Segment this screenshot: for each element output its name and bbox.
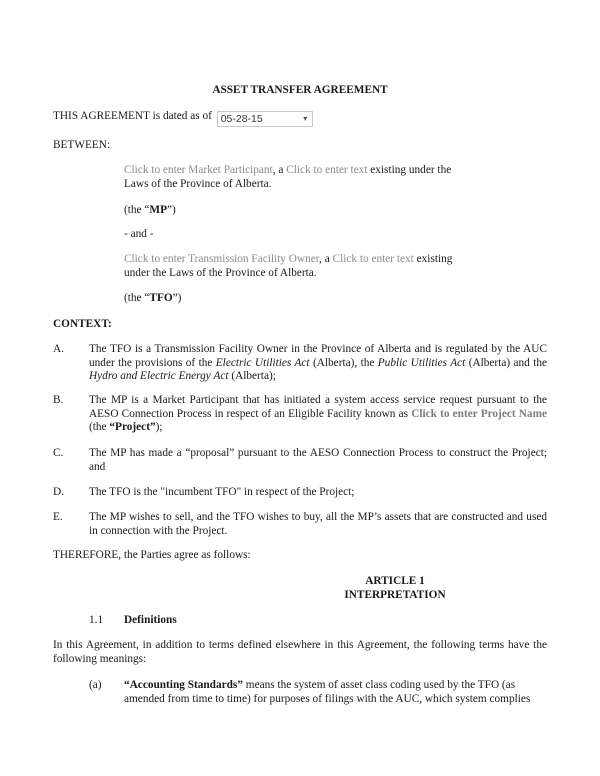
tfo-placeholder[interactable]: Click to enter Transmission Facility Owner	[124, 253, 320, 265]
tfo-defined-term	[124, 292, 181, 306]
section-number: 1.1	[89, 614, 104, 626]
between-label: BETWEEN:	[53, 139, 111, 151]
mp-term: MP	[149, 204, 167, 216]
therefore-clause: THEREFORE, the Parties agree as follows:	[53, 549, 251, 561]
party-mp-line2: Laws of the Province of Alberta.	[124, 177, 272, 190]
definition-a-line2: amended from time to time) for purposes of filings with the AUC, which system complies	[124, 692, 531, 705]
tfo-text-placeholder[interactable]: Click to enter text	[332, 253, 414, 265]
recital-a-p3: (Alberta) and the	[465, 356, 548, 369]
recital-a-p4: (Alberta);	[228, 370, 276, 382]
market-participant-placeholder[interactable]: Click to enter Market Participant	[124, 164, 273, 176]
project-term: “Project”	[109, 421, 156, 433]
mp-defined-term	[124, 204, 176, 218]
definition-a-line1	[124, 679, 547, 693]
recital-c-text: The MP has made a “proposal” pursuant to the AESO Connection Process to construct the Project; and	[89, 447, 547, 473]
party-tfo-line2: under the Laws of the Province of Alberta.	[124, 266, 317, 279]
recital-e-text: The MP wishes to sell, and the TFO wishes to buy, all the MP’s assets that are constructed and used in connection with the Project.	[89, 511, 547, 537]
date-prefix: THIS AGREEMENT is dated as of	[53, 110, 212, 122]
recital-a-text	[89, 343, 547, 384]
tfo-defined-close: ”)	[172, 292, 182, 304]
document-title: ASSET TRANSFER AGREEMENT	[212, 84, 388, 96]
recital-d-text: The TFO is the "incumbent TFO" in respect of the Project;	[89, 486, 355, 498]
party-tfo-block	[124, 253, 484, 280]
recital-d-label: D.	[53, 486, 64, 498]
recital-b-text	[89, 394, 547, 435]
definition-a-text-1: means the system of asset class coding used by the TFO (as	[242, 679, 516, 691]
recital-b-p3: );	[155, 421, 163, 433]
recital-a-p2: (Alberta), the	[309, 356, 378, 369]
recital-b-label: B.	[53, 394, 64, 406]
mp-text-placeholder[interactable]: Click to enter text	[286, 164, 368, 176]
tfo-term: TFO	[149, 292, 173, 304]
mp-defined-close: ”)	[166, 204, 176, 216]
party-tfo-line1	[124, 253, 484, 267]
recital-a-act3: Hydro and Electric Energy Act	[89, 370, 229, 382]
party-tfo-suffix: existing	[413, 253, 453, 265]
project-name-placeholder[interactable]: Click to enter Project Name	[411, 407, 548, 420]
date-picker-field[interactable]	[217, 111, 313, 127]
party-mp-line1	[124, 164, 484, 178]
recital-b-p2: (the	[89, 421, 110, 433]
recital-a-act1: Electric Utilities Act	[215, 356, 310, 369]
dropdown-arrow-icon[interactable]: ▾	[303, 114, 308, 123]
party-mp-suffix: existing under the	[367, 164, 452, 176]
context-heading: CONTEXT:	[53, 318, 112, 330]
agreement-date-line	[53, 110, 313, 127]
party-tfo-sep: , a	[319, 253, 333, 265]
definition-a-label: (a)	[89, 679, 102, 691]
recital-b-p1: The MP is a Market Participant that has initiated a system access service request pursuant to the AESO Connection Process in respect of an Eligible Facility known as	[89, 394, 547, 420]
mp-defined-open: (the “	[124, 204, 150, 216]
article-name: INTERPRETATION	[344, 588, 446, 601]
recital-e-label: E.	[53, 511, 63, 523]
and-separator: - and -	[124, 228, 154, 240]
accounting-standards-term: “Accounting Standards”	[124, 679, 243, 691]
date-value: 05-28-15	[220, 113, 263, 125]
recital-a-act2: Public Utilities Act	[377, 356, 466, 369]
article-number: ARTICLE 1	[365, 575, 425, 587]
party-mp-sep: , a	[272, 164, 287, 176]
section-title: Definitions	[124, 614, 177, 626]
tfo-defined-open: (the “	[124, 292, 150, 304]
party-mp-block	[124, 164, 484, 191]
recital-c-label: C.	[53, 447, 64, 459]
recital-a-label: A.	[53, 343, 64, 355]
recital-a-p1: The TFO is a Transmission Facility Owner in the Province of Alberta and is regulated by the AUC under the provisions of the	[89, 343, 547, 369]
definition-a-text	[124, 679, 547, 706]
article-heading	[295, 575, 495, 602]
definitions-intro: In this Agreement, in addition to terms defined elsewhere in this Agreement, the following terms have the following meanings:	[53, 639, 547, 665]
